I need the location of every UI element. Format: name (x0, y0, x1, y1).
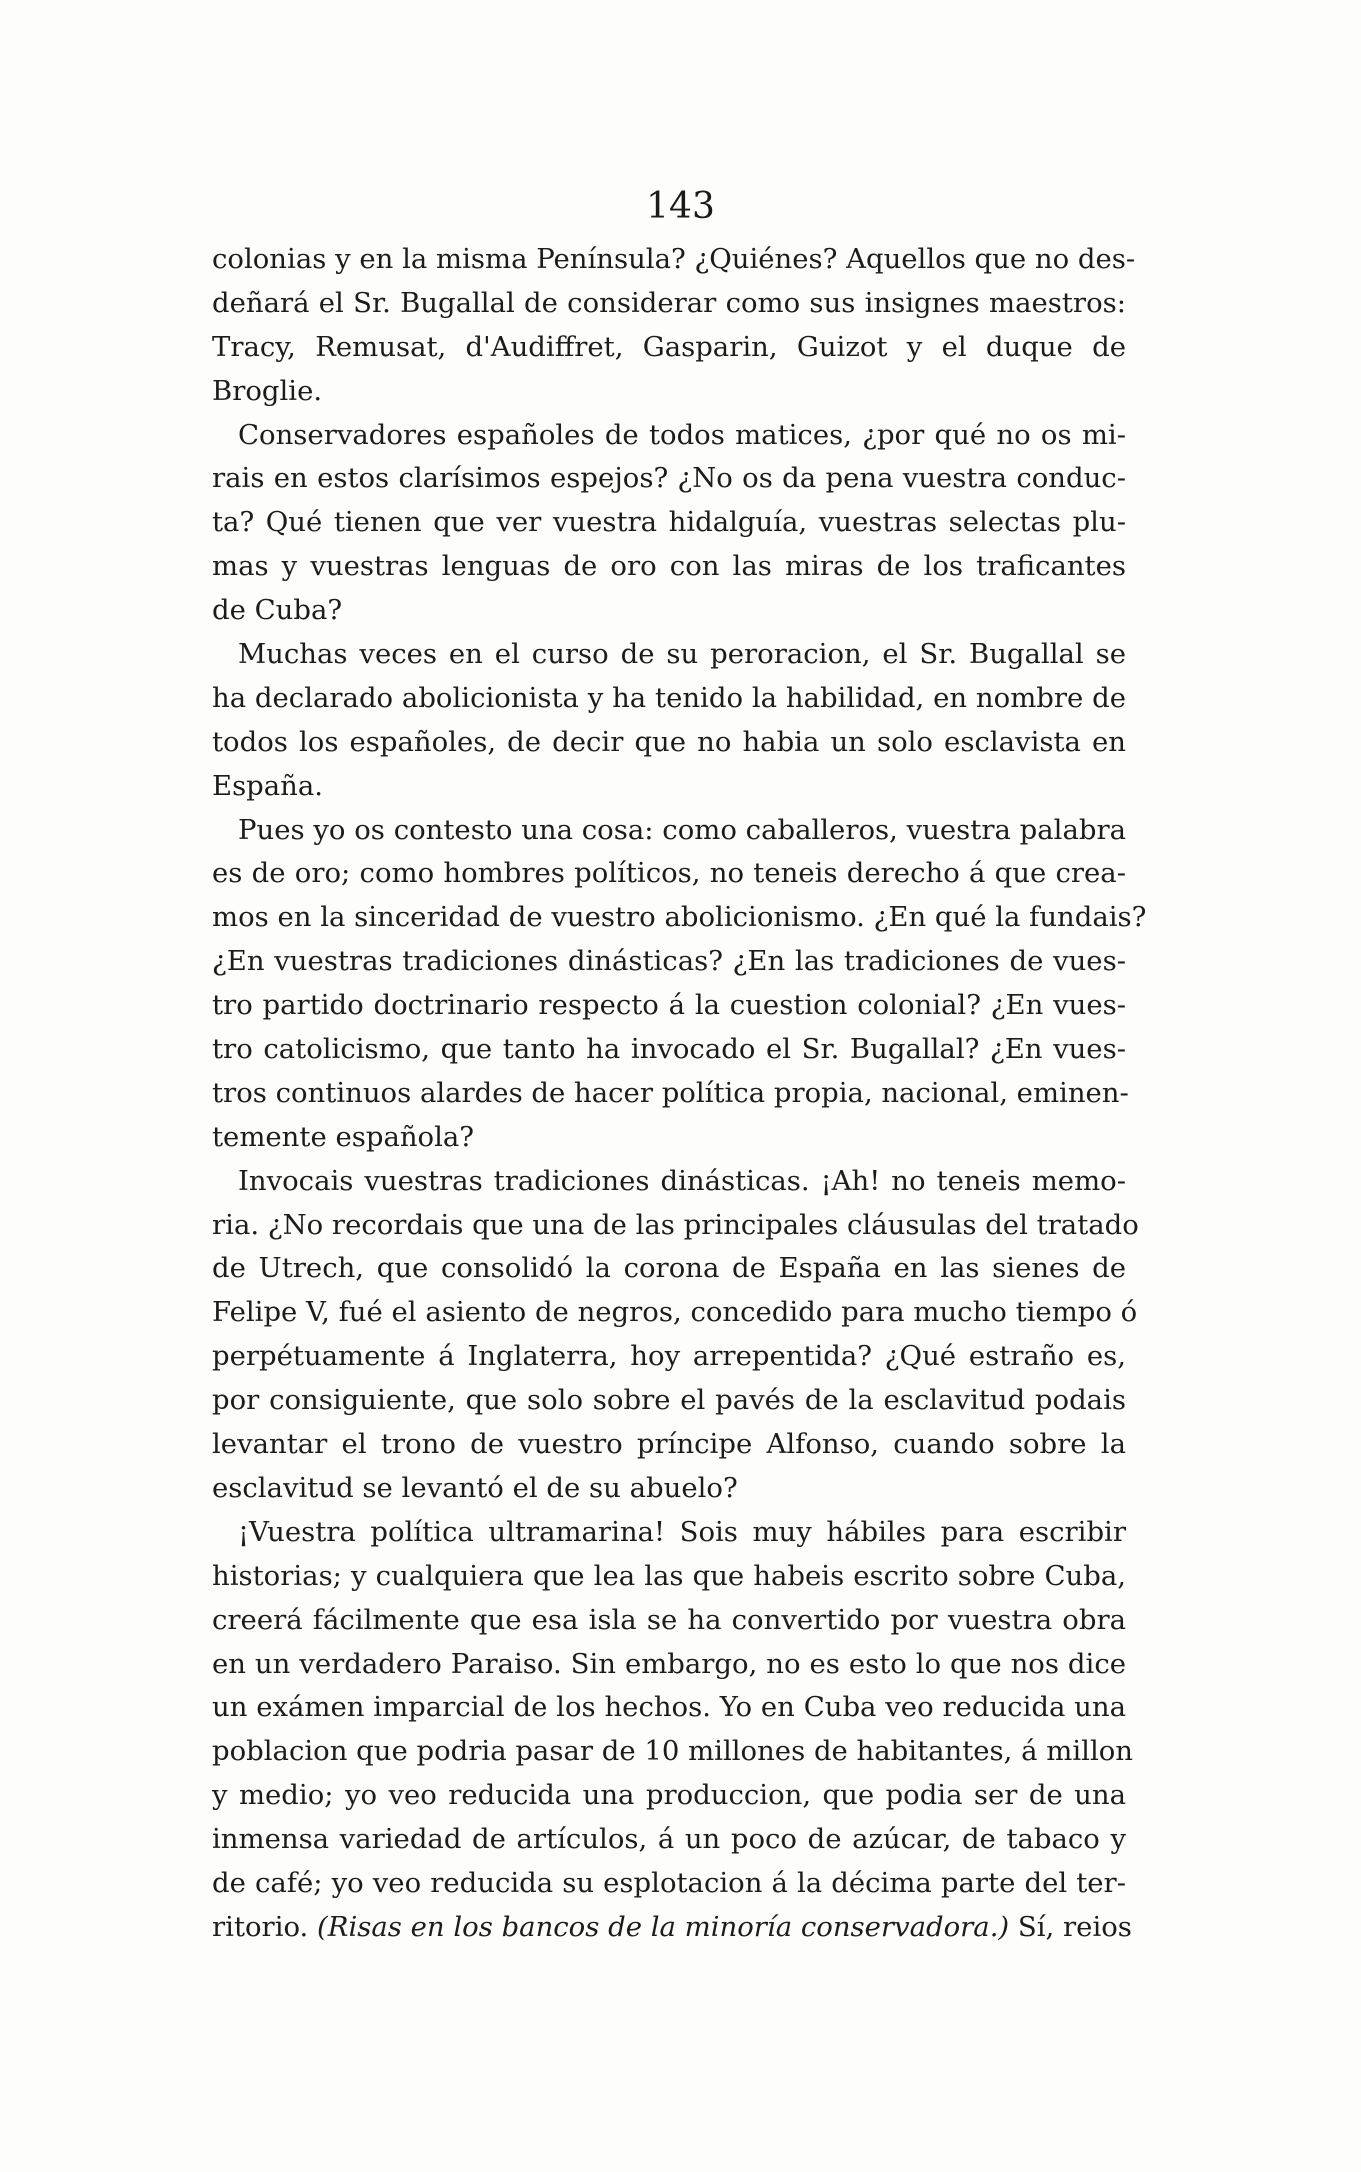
text-line: Conservadores españoles de todos matices, ¿por qué no os mi- (238, 418, 1126, 451)
text-line: de Utrech, que consolidó la corona de España en las sienes de (212, 1252, 1126, 1285)
text-line: Muchas veces en el curso de su peroracion, el Sr. Bugallal se (238, 638, 1126, 671)
text-line: Tracy, Remusat, d'Audiffret, Gasparin, Guizot y el duque de (212, 330, 1126, 363)
text-line: mas y vuestras lenguas de oro con las miras de los traficantes (212, 550, 1126, 583)
text-line: ha declarado abolicionista y ha tenido la habilidad, en nombre de (212, 681, 1126, 714)
text-line: un exámen imparcial de los hechos. Yo en Cuba veo reducida una (212, 1691, 1126, 1724)
text-line: todos los españoles, de decir que no habia un solo esclavista en (212, 725, 1126, 758)
text-line: es de oro; como hombres políticos, no teneis derecho á que crea- (212, 857, 1126, 890)
stage-direction: (Risas en los bancos de la minoría conservadora.) (317, 1910, 1010, 1943)
text-line: deñará el Sr. Bugallal de considerar como sus insignes maestros: (212, 286, 1126, 319)
text-line: poblacion que podria pasar de 10 millones de habitantes, á millon (212, 1735, 1134, 1768)
text-line: en un verdadero Paraiso. Sin embargo, no es esto lo que nos dice (212, 1647, 1126, 1680)
text-line: levantar el trono de vuestro príncipe Alfonso, cuando sobre la (212, 1428, 1126, 1461)
text-line: perpétuamente á Inglaterra, hoy arrepentida? ¿Qué estraño es, (212, 1340, 1126, 1373)
text-line: esclavitud se levantó el de su abuelo? (212, 1471, 738, 1504)
paragraph (212, 414, 1126, 633)
text-line: ¡Vuestra política ultramarina! Sois muy hábiles para escribir (238, 1515, 1126, 1548)
paragraph (212, 633, 1126, 809)
page-number: 143 (646, 186, 715, 227)
text-line: mos en la sinceridad de vuestro abolicionismo. ¿En qué la fundais? (212, 901, 1147, 934)
paragraph (212, 238, 1136, 414)
text-line: España. (212, 769, 324, 802)
text-line: Felipe V, fué el asiento de negros, concedido para mucho tiempo ó (212, 1296, 1138, 1329)
text-line: de café; yo veo reducida su esplotacion á la décima parte del ter- (212, 1866, 1126, 1899)
text-line: inmensa variedad de artículos, á un poco de azúcar, de tabaco y (212, 1823, 1126, 1856)
text-line: tro catolicismo, que tanto ha invocado el Sr. Bugallal? ¿En vues- (212, 1033, 1126, 1066)
text-line: ta? Qué tienen que ver vuestra hidalguía, vuestras selectas plu- (212, 506, 1126, 539)
text-line: colonias y en la misma Península? ¿Quiénes? Aquellos que no des- (212, 243, 1136, 275)
text-line: Invocais vuestras tradiciones dinásticas. ¡Ah! no teneis memo- (238, 1164, 1126, 1197)
text-line: creerá fácilmente que esa isla se ha convertido por vuestra obra (212, 1603, 1126, 1636)
paragraph (212, 809, 1147, 1160)
paragraph (212, 1511, 1134, 1950)
text-line: Broglie. (212, 374, 323, 407)
text-line: tro partido doctrinario respecto á la cuestion colonial? ¿En vues- (212, 989, 1126, 1022)
text-line: de Cuba? (212, 594, 343, 627)
final-line-start: ritorio. (212, 1910, 318, 1943)
text-line: Pues yo os contesto una cosa: como caballeros, vuestra palabra (238, 813, 1126, 846)
text-line: historias; y cualquiera que lea las que habeis escrito sobre Cuba, (212, 1559, 1126, 1592)
final-line-end: Sí, reios (1009, 1910, 1132, 1943)
text-line: ¿En vuestras tradiciones dinásticas? ¿En las tradiciones de vues- (212, 945, 1126, 978)
text-line: por consiguiente, que solo sobre el pavés de la esclavitud podais (212, 1384, 1126, 1417)
body-text (212, 238, 1147, 1950)
text-line: tros continuos alardes de hacer política propia, nacional, eminen- (212, 1076, 1129, 1109)
text-line: ria. ¿No recordais que una de las principales cláusulas del tratado (212, 1208, 1139, 1241)
text-line-final (212, 1906, 1132, 1950)
text-line: y medio; yo veo reducida una produccion, que podia ser de una (212, 1779, 1126, 1812)
text-line: temente española? (212, 1120, 475, 1153)
paragraph (212, 1160, 1139, 1511)
text-line: rais en estos clarísimos espejos? ¿No os da pena vuestra conduc- (212, 462, 1126, 495)
